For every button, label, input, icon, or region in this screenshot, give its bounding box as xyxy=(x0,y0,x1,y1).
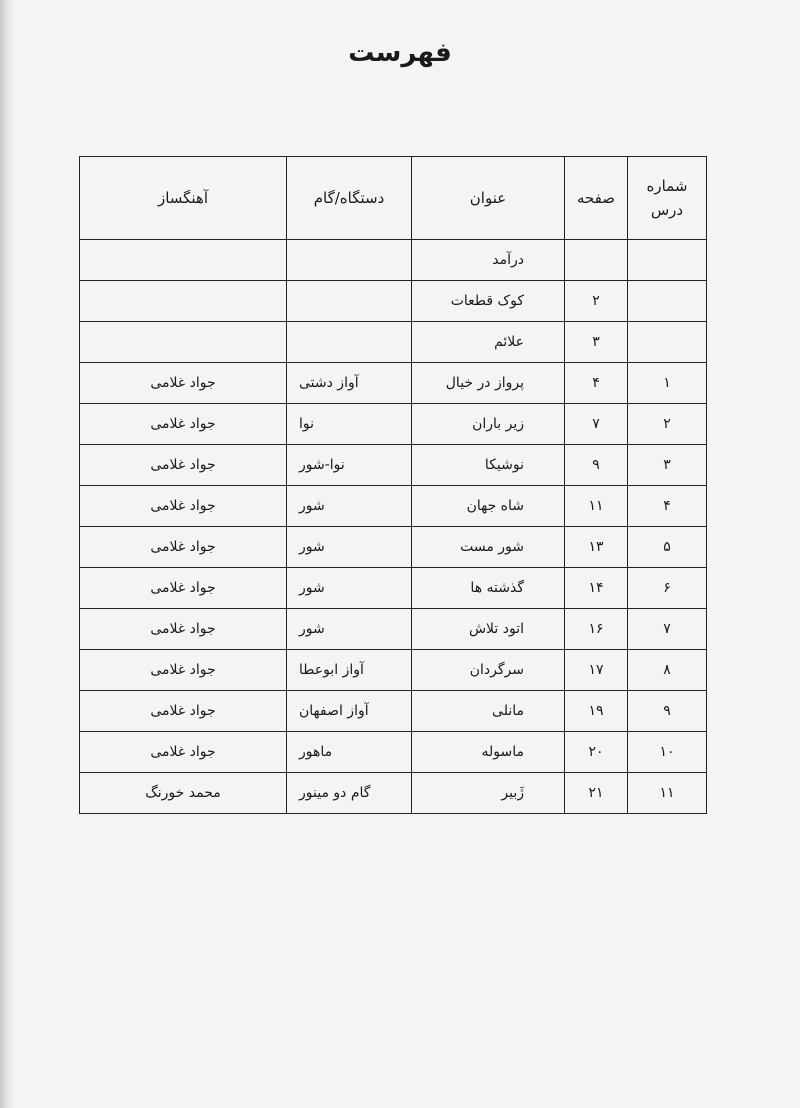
table-row xyxy=(80,691,707,732)
cell-song-title: ژَبیر xyxy=(412,773,565,814)
cell-lesson-number: ۹ xyxy=(628,691,707,732)
header-song-title: عنوان xyxy=(412,157,565,240)
page-edge-shadow xyxy=(0,0,14,1108)
cell-page: ۲ xyxy=(565,281,628,322)
table-row xyxy=(80,363,707,404)
table-row xyxy=(80,650,707,691)
cell-page xyxy=(565,240,628,281)
cell-song-title: شاه جهان xyxy=(412,486,565,527)
table-row xyxy=(80,568,707,609)
cell-page: ۱۴ xyxy=(565,568,628,609)
cell-page: ۳ xyxy=(565,322,628,363)
cell-lesson-number: ۳ xyxy=(628,445,707,486)
cell-page: ۱۳ xyxy=(565,527,628,568)
header-lesson-number-line1: شماره xyxy=(646,177,688,195)
cell-composer: جواد غلامی xyxy=(80,527,287,568)
cell-page: ۱۷ xyxy=(565,650,628,691)
cell-dastgah: ماهور xyxy=(287,732,412,773)
cell-lesson-number xyxy=(628,322,707,363)
cell-page: ۴ xyxy=(565,363,628,404)
cell-page: ۲۰ xyxy=(565,732,628,773)
cell-dastgah: آواز دشتی xyxy=(287,363,412,404)
cell-lesson-number: ۱ xyxy=(628,363,707,404)
cell-dastgah: شور xyxy=(287,486,412,527)
cell-page: ۱۶ xyxy=(565,609,628,650)
cell-lesson-number xyxy=(628,281,707,322)
table-header xyxy=(80,157,707,240)
cell-page: ۱۹ xyxy=(565,691,628,732)
cell-song-title: سرگردان xyxy=(412,650,565,691)
cell-song-title: پرواز در خیال xyxy=(412,363,565,404)
cell-composer: جواد غلامی xyxy=(80,445,287,486)
cell-dastgah xyxy=(287,240,412,281)
cell-dastgah: آواز اصفهان xyxy=(287,691,412,732)
cell-song-title: اتود تلاش xyxy=(412,609,565,650)
cell-song-title: گذشته ها xyxy=(412,568,565,609)
cell-page: ۲۱ xyxy=(565,773,628,814)
cell-composer: جواد غلامی xyxy=(80,650,287,691)
cell-lesson-number: ۱۰ xyxy=(628,732,707,773)
table-of-contents xyxy=(79,156,707,814)
table-row xyxy=(80,609,707,650)
cell-song-title: زیر باران xyxy=(412,404,565,445)
cell-composer: جواد غلامی xyxy=(80,691,287,732)
cell-song-title: مانلی xyxy=(412,691,565,732)
cell-composer xyxy=(80,322,287,363)
table-row xyxy=(80,445,707,486)
cell-dastgah: شور xyxy=(287,609,412,650)
cell-page: ۷ xyxy=(565,404,628,445)
cell-dastgah: شور xyxy=(287,568,412,609)
cell-composer: جواد غلامی xyxy=(80,486,287,527)
table-body xyxy=(80,240,707,814)
cell-song-title: شور مست xyxy=(412,527,565,568)
header-row xyxy=(80,157,707,240)
cell-song-title: نوشیکا xyxy=(412,445,565,486)
header-lesson-number-line2: درس xyxy=(650,201,684,219)
cell-lesson-number: ۸ xyxy=(628,650,707,691)
cell-composer xyxy=(80,281,287,322)
table-row xyxy=(80,486,707,527)
cell-song-title: کوک قطعات xyxy=(412,281,565,322)
cell-composer: محمد خورنگ xyxy=(80,773,287,814)
header-page: صفحه xyxy=(565,157,628,240)
cell-lesson-number: ۶ xyxy=(628,568,707,609)
table-row xyxy=(80,732,707,773)
page-title: فهرست xyxy=(348,38,452,68)
header-dastgah: دستگاه/گام xyxy=(287,157,412,240)
cell-dastgah: شور xyxy=(287,527,412,568)
cell-song-title: ماسوله xyxy=(412,732,565,773)
cell-dastgah xyxy=(287,281,412,322)
cell-lesson-number: ۵ xyxy=(628,527,707,568)
cell-composer xyxy=(80,240,287,281)
cell-page: ۹ xyxy=(565,445,628,486)
table-row xyxy=(80,322,707,363)
cell-page: ۱۱ xyxy=(565,486,628,527)
cell-lesson-number: ۱۱ xyxy=(628,773,707,814)
cell-dastgah xyxy=(287,322,412,363)
cell-dastgah: آواز ابوعطا xyxy=(287,650,412,691)
table-row xyxy=(80,281,707,322)
cell-dastgah: نوا-شور xyxy=(287,445,412,486)
cell-composer: جواد غلامی xyxy=(80,609,287,650)
cell-composer: جواد غلامی xyxy=(80,404,287,445)
cell-dastgah: گام دو مینور xyxy=(287,773,412,814)
cell-lesson-number: ۴ xyxy=(628,486,707,527)
table-row xyxy=(80,773,707,814)
table-row xyxy=(80,527,707,568)
table-row xyxy=(80,404,707,445)
cell-lesson-number xyxy=(628,240,707,281)
cell-dastgah: نوا xyxy=(287,404,412,445)
cell-composer: جواد غلامی xyxy=(80,363,287,404)
header-lesson-number xyxy=(628,157,707,240)
cell-composer: جواد غلامی xyxy=(80,568,287,609)
cell-composer: جواد غلامی xyxy=(80,732,287,773)
cell-lesson-number: ۲ xyxy=(628,404,707,445)
table-row xyxy=(80,240,707,281)
cell-lesson-number: ۷ xyxy=(628,609,707,650)
cell-song-title: درآمد xyxy=(412,240,565,281)
header-composer: آهنگساز xyxy=(80,157,287,240)
cell-song-title: علائم xyxy=(412,322,565,363)
